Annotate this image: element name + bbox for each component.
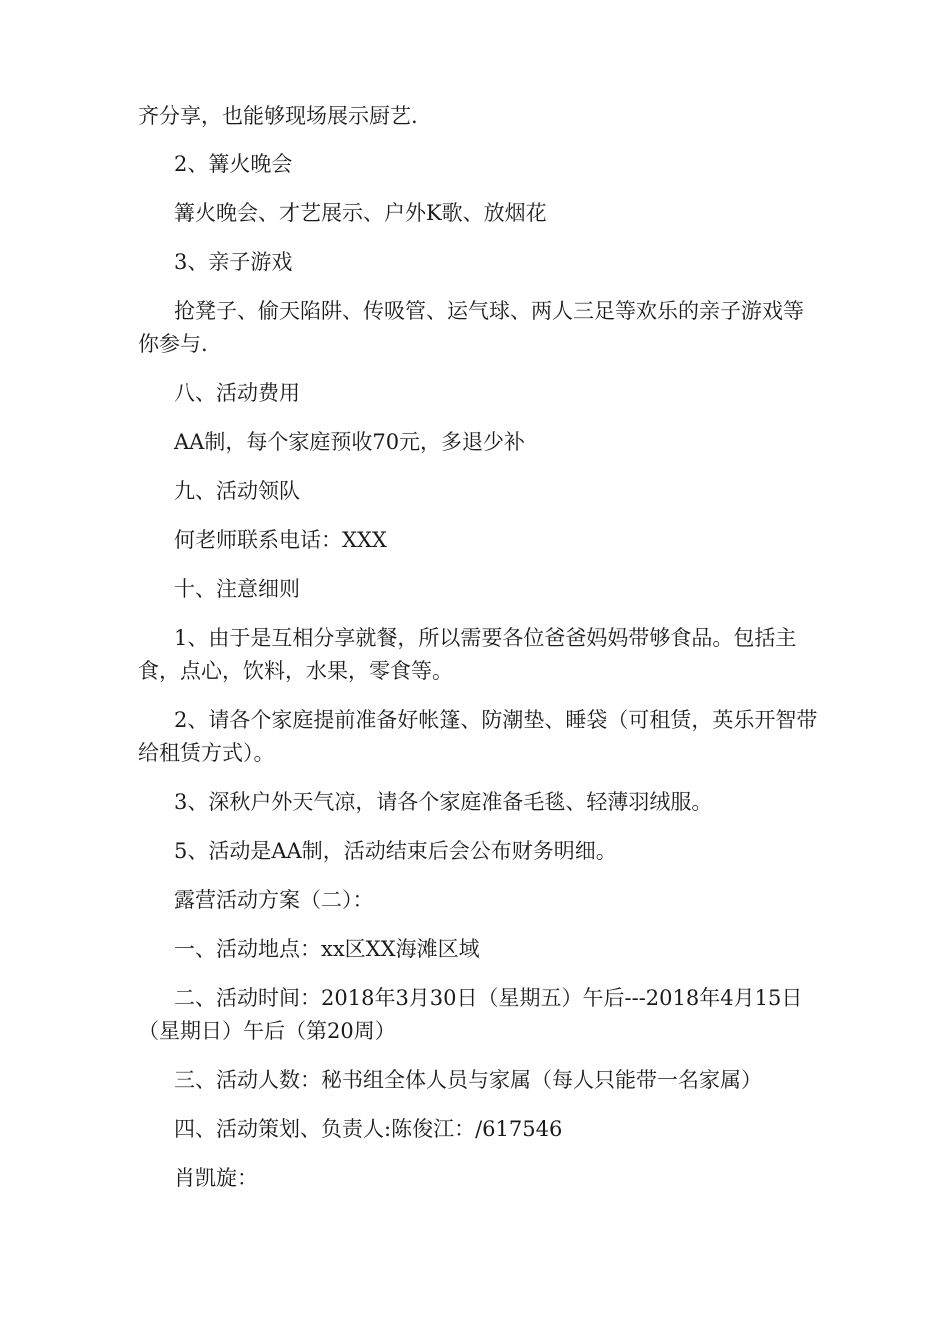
document-body <box>138 100 818 1211</box>
paragraph-time: 二、活动时间：2018年3月30日（星期五）午后---2018年4月15日（星期日）午后（第20周） <box>138 986 803 1043</box>
section-heading-parent-child-games: 3、亲子游戏 <box>174 250 293 274</box>
paragraph-fees-details: AA制，每个家庭预收70元，多退少补 <box>174 430 526 454</box>
paragraph-note-3: 3、深秋户外天气凉，请各个家庭准备毛毯、轻薄羽绒服。 <box>174 790 713 814</box>
section-heading-leader: 九、活动领队 <box>174 479 300 503</box>
section-heading-notes: 十、注意细则 <box>174 577 300 601</box>
paragraph-continued-text: 齐分享，也能够现场展示厨艺. <box>138 104 418 128</box>
paragraph-note-5: 5、活动是AA制，活动结束后会公布财务明细。 <box>174 839 617 863</box>
section-heading-plan-two: 露营活动方案（二）： <box>174 888 374 912</box>
paragraph-participants: 三、活动人数：秘书组全体人员与家属（每人只能带一名家属） <box>174 1068 762 1092</box>
paragraph-leader-contact: 何老师联系电话：XXX <box>174 528 387 552</box>
paragraph-note-1: 1、由于是互相分享就餐，所以需要各位爸爸妈妈带够食品。包括主食，点心，饮料，水果，零食等。 <box>138 626 797 683</box>
section-heading-fees: 八、活动费用 <box>174 381 300 405</box>
paragraph-note-2: 2、请各个家庭提前准备好帐篷、防潮垫、睡袋（可租赁，英乐开智带给租赁方式）。 <box>138 708 818 765</box>
section-heading-bonfire: 2、篝火晚会 <box>174 152 293 176</box>
paragraph-games-details: 抢凳子、偷天陷阱、传吸管、运气球、两人三足等欢乐的亲子游戏等你参与. <box>138 299 804 356</box>
paragraph-location: 一、活动地点：xx区XX海滩区域 <box>174 937 480 961</box>
paragraph-organizer: 四、活动策划、负责人:陈俊江：/617546 <box>174 1117 563 1141</box>
paragraph-bonfire-details: 篝火晚会、才艺展示、户外K歌、放烟花 <box>174 201 547 225</box>
paragraph-organizer-2: 肖凯旋： <box>174 1166 258 1190</box>
